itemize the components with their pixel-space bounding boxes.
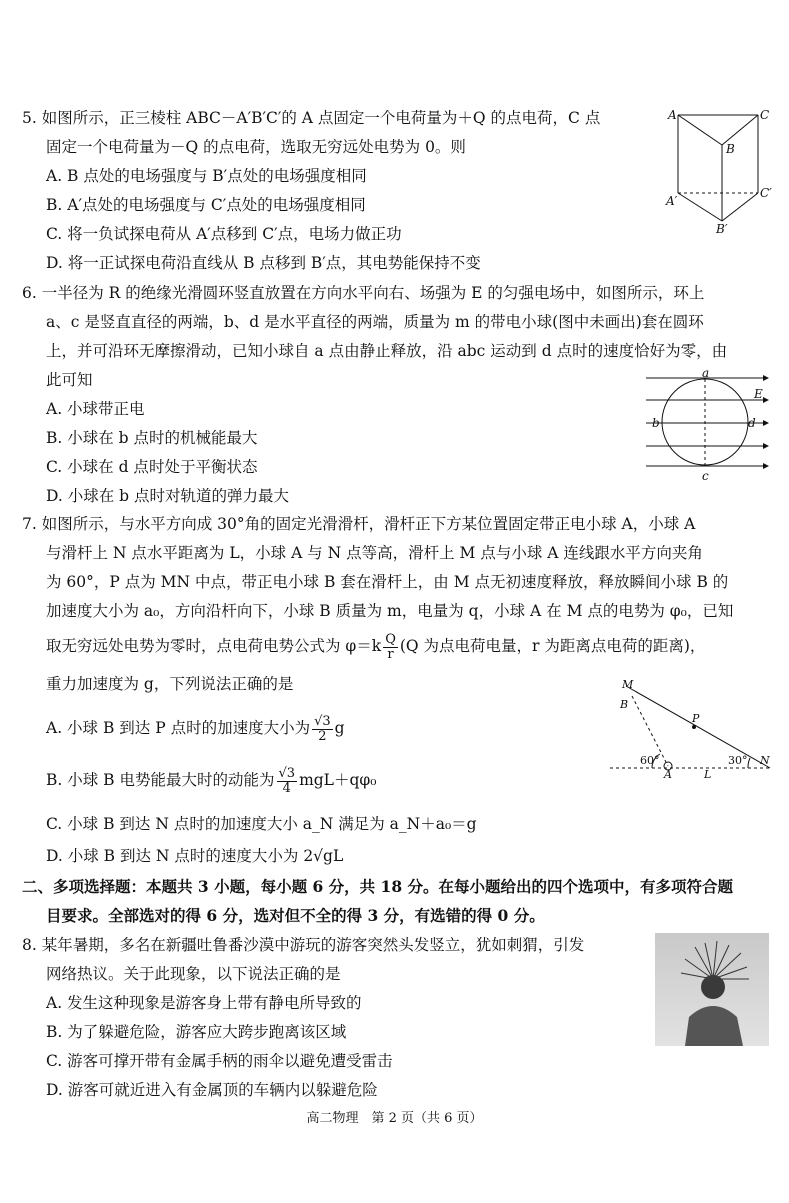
q6-option-b: B. 小球在 b 点时的机械能最大 xyxy=(46,429,258,447)
q7-b-fraction xyxy=(277,767,298,796)
label-a: a xyxy=(702,368,710,380)
page-footer: 高二物理 第 2 页（共 6 页） xyxy=(306,1111,483,1126)
formula-fraction xyxy=(383,633,398,662)
q7-a-tail: g xyxy=(334,719,345,737)
q7-b-text: B. 小球 B 电势能最大时的动能为 xyxy=(46,771,275,789)
label-A: A xyxy=(664,768,672,781)
label-E: E xyxy=(754,387,763,401)
q7-a-num: √3 xyxy=(314,713,331,729)
q6-option-a: A. 小球带正电 xyxy=(46,400,145,418)
q7-stem-line4: 加速度大小为 a₀，方向沿杆向下，小球 B 质量为 m，电量为 q，小球 A 在 M 点的电势为 φ₀，已知 xyxy=(46,602,734,620)
label-B: B xyxy=(620,698,629,711)
q5-stem-line1: 5. 如图所示，正三棱柱 ABC－A′B′C′的 A 点固定一个电荷量为＋Q 的点电荷，C 点 xyxy=(22,109,601,127)
label-B-prime: B′ xyxy=(716,222,728,235)
label-A-prime: A′ xyxy=(666,194,678,208)
q6-stem-line2: a、c 是竖直直径的两端，b、d 是水平直径的两端，质量为 m 的带电小球(图中未画出)套在圆环 xyxy=(46,313,704,331)
q7-a-text: A. 小球 B 到达 P 点时的加速度大小为 xyxy=(46,719,311,737)
label-P: P xyxy=(692,712,700,725)
label-A: A xyxy=(668,108,677,122)
hair-photo xyxy=(655,933,769,1046)
rod-figure xyxy=(600,676,775,781)
q5-stem-line2: 固定一个电荷量为－Q 的点电荷，选取无穷远处电势为 0。则 xyxy=(46,138,466,156)
label-M: M xyxy=(622,678,634,691)
q7-stem-line6: 重力加速度为 g，下列说法正确的是 xyxy=(46,675,294,693)
q8-option-d: D. 游客可就近进入有金属顶的车辆内以躲避危险 xyxy=(46,1081,378,1099)
q7-option-c: C. 小球 B 到达 N 点时的加速度大小 a_N 满足为 a_N＋a₀＝g xyxy=(46,815,477,833)
q8-option-c: C. 游客可撑开带有金属手柄的雨伞以避免遭受雷击 xyxy=(46,1052,393,1070)
fraction-numerator: Q xyxy=(385,631,396,647)
q7-stem-line5 xyxy=(46,628,705,664)
q5-option-b: B. A′点处的电场强度与 C′点处的电场强度相同 xyxy=(46,196,366,214)
q7-option-b xyxy=(46,762,376,798)
label-N: N xyxy=(760,754,770,767)
q7-a-fraction xyxy=(312,715,333,744)
q7-stem-line3: 为 60°，P 点为 MN 中点，带正电小球 B 套在滑杆上，由 M 点无初速度释放，释放瞬间小球 B 的 xyxy=(46,573,729,591)
q6-option-d: D. 小球在 b 点时对轨道的弹力最大 xyxy=(46,487,290,505)
label-60deg: 60° xyxy=(640,754,660,767)
q7-b-tail: mgL＋qφ₀ xyxy=(299,771,377,789)
q8-option-b: B. 为了躲避危险，游客应大跨步跑离该区域 xyxy=(46,1023,347,1041)
q5-option-a: A. B 点处的电场强度与 B′点处的电场强度相同 xyxy=(46,167,367,185)
q7-stem-line2: 与滑杆上 N 点水平距离为 L，小球 A 与 N 点等高，滑杆上 M 点与小球 A 连线跟水平方向夹角 xyxy=(46,544,703,562)
q8-stem-line1: 8. 某年暑期，多名在新疆吐鲁番沙漠中游玩的游客突然头发竖立，犹如刺猬，引发 xyxy=(22,936,585,954)
q7-b-num: √3 xyxy=(278,765,296,781)
q7-a-den: 2 xyxy=(318,728,327,744)
q5-option-c: C. 将一负试探电荷从 A′点移到 C′点，电场力做正功 xyxy=(46,225,402,243)
prism-figure xyxy=(664,105,774,235)
ring-field-figure xyxy=(640,368,775,484)
q6-stem-line4: 此可知 xyxy=(46,371,93,389)
q6-stem-line1: 6. 一半径为 R 的绝缘光滑圆环竖直放置在方向水平向右、场强为 E 的匀强电场中，如图所示，环上 xyxy=(22,284,705,302)
label-b: b xyxy=(652,416,660,430)
q7-formula-suffix: (Q 为点电荷电量，r 为距离点电荷的距离)， xyxy=(399,637,706,655)
q7-b-den: 4 xyxy=(282,780,291,796)
label-C: C xyxy=(760,108,770,122)
label-d: d xyxy=(748,416,756,430)
q7-stem-line1: 7. 如图所示，与水平方向成 30°角的固定光滑滑杆，滑杆正下方某位置固定带正电小球 A，小球 A xyxy=(22,515,696,533)
fraction-denominator: r xyxy=(387,646,394,662)
label-30deg: 30° xyxy=(728,754,748,767)
q7-formula-prefix: 取无穷远处电势为零时，点电荷电势公式为 φ＝k xyxy=(46,637,382,655)
label-c: c xyxy=(702,469,709,483)
label-L: L xyxy=(704,768,712,781)
q8-option-a: A. 发生这种现象是游客身上带有静电所导致的 xyxy=(46,994,362,1012)
q5-option-d: D. 将一正试探电荷沿直线从 B 点移到 B′点，其电势能保持不变 xyxy=(46,254,481,272)
q6-option-c: C. 小球在 d 点时处于平衡状态 xyxy=(46,458,258,476)
q7-option-a xyxy=(46,710,345,746)
q6-stem-line3: 上，并可沿环无摩擦滑动，已知小球自 a 点由静止释放，沿 abc 运动到 d 点时的速度恰好为零，由 xyxy=(46,342,728,360)
label-B: B xyxy=(726,142,735,156)
q7-option-d: D. 小球 B 到达 N 点时的速度大小为 2√gL xyxy=(46,847,344,865)
section2-line2: 目要求。全部选对的得 6 分，选对但不全的得 3 分，有选错的得 0 分。 xyxy=(46,906,545,925)
label-C-prime: C′ xyxy=(760,186,772,200)
q8-stem-line2: 网络热议。关于此现象，以下说法正确的是 xyxy=(46,965,341,983)
section2-line1: 二、多项选择题：本题共 3 小题，每小题 6 分，共 18 分。在每小题给出的四个选项中，有多项符合题 xyxy=(22,877,734,896)
